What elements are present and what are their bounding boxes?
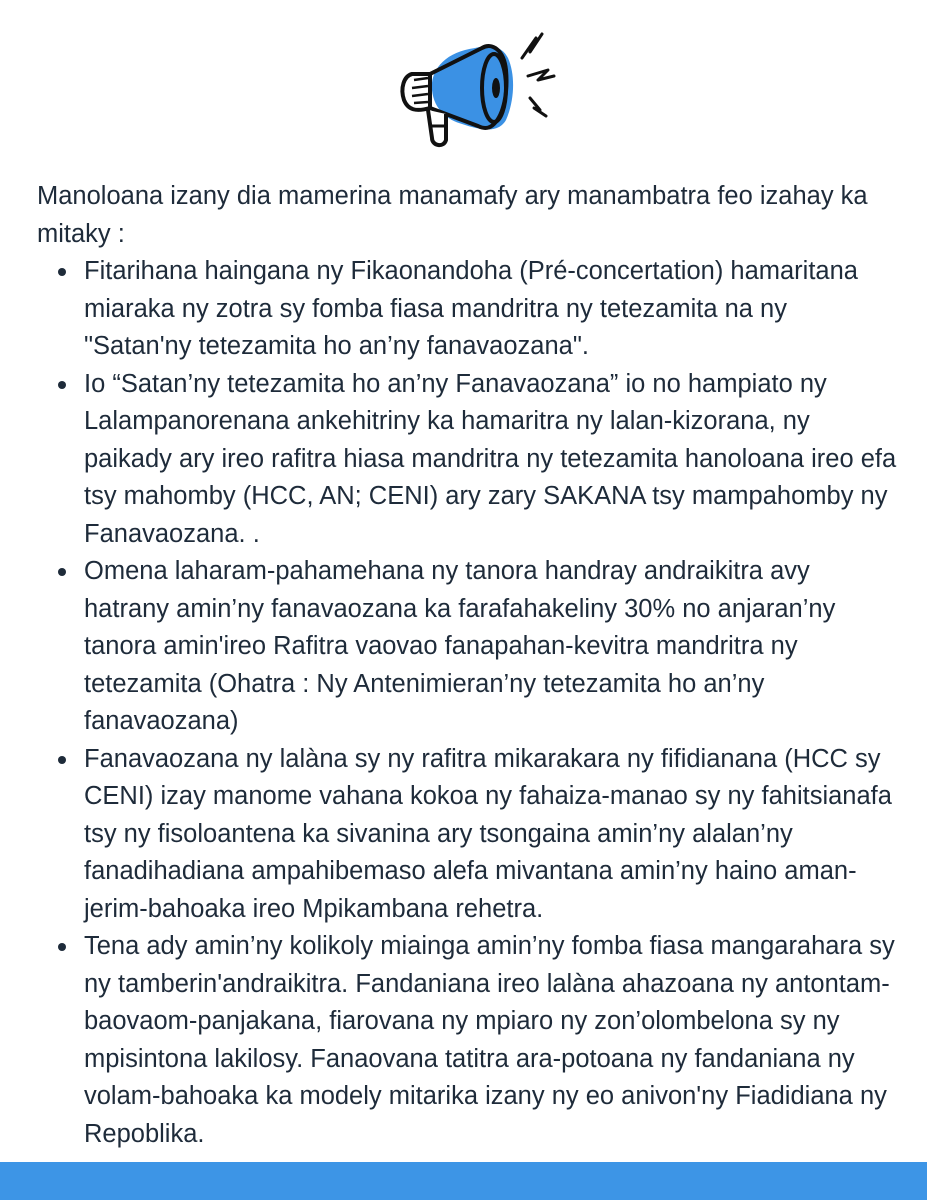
list-item xyxy=(37,366,897,554)
list-item-text: Tena ady amin’ny kolikoly miainga amin’ny fomba fiasa mangarahara sy ny tamberin'andraikitra. Fandaniana ireo lalàna ahazoana ny antontam-baovaom-panjakana, fiarovana ny mpiaro ny zon’olombelona sy ny mpisintona lakilosy. Fanaovana tatitra ara-potoana ny fandaniana ny volam-bahoaka ka modely mitarika izany ny eo anivon'ny Fiadidiana ny Repoblika. xyxy=(84,932,895,1148)
bullet-icon xyxy=(58,943,66,951)
intro-paragraph: Manoloana izany dia mamerina manamafy ary manambatra feo izahay ka mitaky : xyxy=(37,182,868,248)
demands-list xyxy=(37,253,897,1153)
list-item-text: Fitarihana haingana ny Fikaonandoha (Pré-concertation) hamaritana miaraka ny zotra sy fomba fiasa mandritra ny tetezamita na ny "Satan'ny tetezamita ho an’ny fanavaozana". xyxy=(84,257,858,360)
list-item-text: Fanavaozana ny lalàna sy ny rafitra mikarakara ny fifidianana (HCC sy CENI) izay manome vahana kokoa ny fahaiza-manao sy ny fahitsianafa tsy ny fisoloantena ka sivanina ary tsongaina amin’ny alalan’ny fanadihadiana ampahibemaso alefa mivantana amin’ny haino aman-jerim-bahoaka ireo Mpikambana rehetra. xyxy=(84,744,892,923)
bullet-icon xyxy=(58,568,66,576)
megaphone-icon xyxy=(390,30,560,158)
list-item-text: Io “Satan’ny tetezamita ho an’ny Fanavaozana” io no hampiato ny Lalampanorenana ankehitriny ka hamaritra ny lalan-kizorana, ny paikady ary ireo rafitra hiasa mandritra ny tetezamita hanoloana ireo efa tsy mahomby (HCC, AN; CENI) ary zary SAKANA tsy mampahomby ny Fanavaozana. . xyxy=(84,369,897,548)
list-item xyxy=(37,553,897,741)
list-item xyxy=(37,741,897,929)
bullet-icon xyxy=(58,268,66,276)
list-item-text: Omena laharam-pahamehana ny tanora handray andraikitra avy hatrany amin’ny fanavaozana ka farafahakeliny 30% no anjaran’ny tanora amin'ireo Rafitra vaovao fanapahan-kevitra mandritra ny tetezamita (Ohatra : Ny Antenimieran’ny tetezamita ho an’ny fanavaozana) xyxy=(84,557,836,735)
bullet-icon xyxy=(58,381,66,389)
bottom-accent-bar xyxy=(0,1162,927,1200)
bullet-icon xyxy=(58,756,66,764)
main-content xyxy=(37,178,897,1153)
list-item xyxy=(37,253,897,366)
list-item xyxy=(37,928,897,1153)
